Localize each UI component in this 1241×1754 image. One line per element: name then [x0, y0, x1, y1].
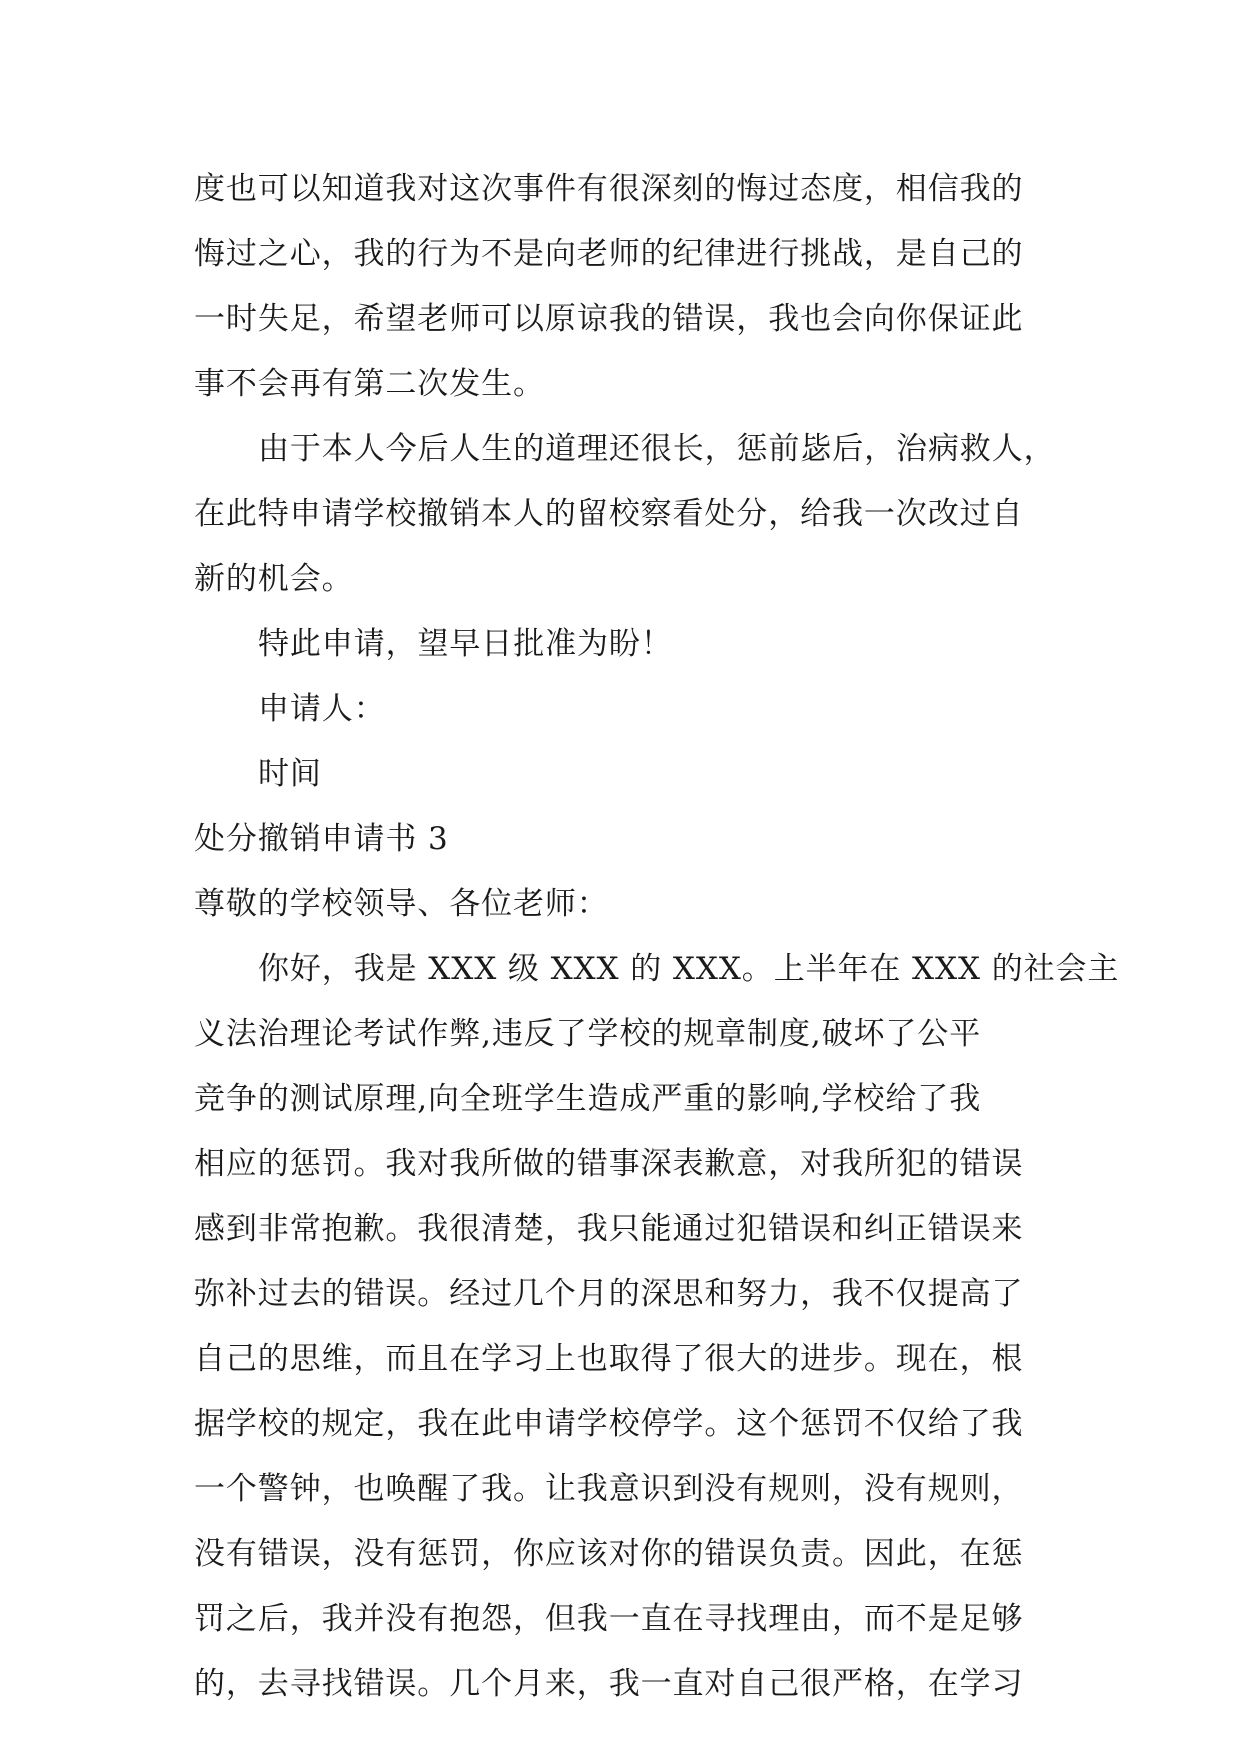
date-label: 时间 [258, 756, 322, 792]
text-line: 一个警钟，也唤醒了我。让我意识到没有规则，没有规则， [194, 1471, 1024, 1507]
text-line: 悔过之心，我的行为不是向老师的纪律进行挑战，是自己的 [194, 236, 1024, 272]
section-title: 处分撤销申请书 3 [194, 821, 449, 857]
text-line: 你好，我是 XXX 级 XXX 的 XXX。上半年在 XXX 的社会主 [258, 951, 1120, 987]
text-line: 竞争的测试原理,向全班学生造成严重的影响,学校给了我 [194, 1081, 982, 1117]
text-line: 一时失足，希望老师可以原谅我的错误，我也会向你保证此 [194, 301, 1024, 337]
text-line: 在此特申请学校撤销本人的留校察看处分，给我一次改过自 [194, 496, 1024, 532]
text-line: 感到非常抱歉。我很清楚，我只能通过犯错误和纠正错误来 [194, 1211, 1024, 1247]
text-line: 据学校的规定，我在此申请学校停学。这个惩罚不仅给了我 [194, 1406, 1024, 1442]
text-line: 没有错误，没有惩罚，你应该对你的错误负责。因此，在惩 [194, 1536, 1024, 1572]
text-line: 的，去寻找错误。几个月来，我一直对自己很严格，在学习 [194, 1666, 1024, 1702]
text-line: 新的机会。 [194, 561, 354, 597]
document-body [194, 157, 1120, 1717]
text-line: 自己的思维，而且在学习上也取得了很大的进步。现在，根 [194, 1341, 1024, 1377]
salutation: 尊敬的学校领导、各位老师： [194, 886, 609, 922]
text-line: 相应的惩罚。我对我所做的错事深表歉意，对我所犯的错误 [194, 1146, 1024, 1182]
text-line: 事不会再有第二次发生。 [194, 366, 545, 402]
closing-request: 特此申请，望早日批准为盼！ [258, 626, 673, 662]
text-line: 弥补过去的错误。经过几个月的深思和努力，我不仅提高了 [194, 1276, 1024, 1312]
text-line: 罚之后，我并没有抱怨，但我一直在寻找理由，而不是足够 [194, 1601, 1024, 1637]
applicant-label: 申请人： [258, 691, 386, 727]
text-line: 度也可以知道我对这次事件有很深刻的悔过态度，相信我的 [194, 171, 1024, 207]
text-line: 由于本人今后人生的道理还很长，惩前毖后，治病救人， [258, 431, 1056, 467]
text-line: 义法治理论考试作弊,违反了学校的规章制度,破坏了公平 [194, 1016, 982, 1052]
